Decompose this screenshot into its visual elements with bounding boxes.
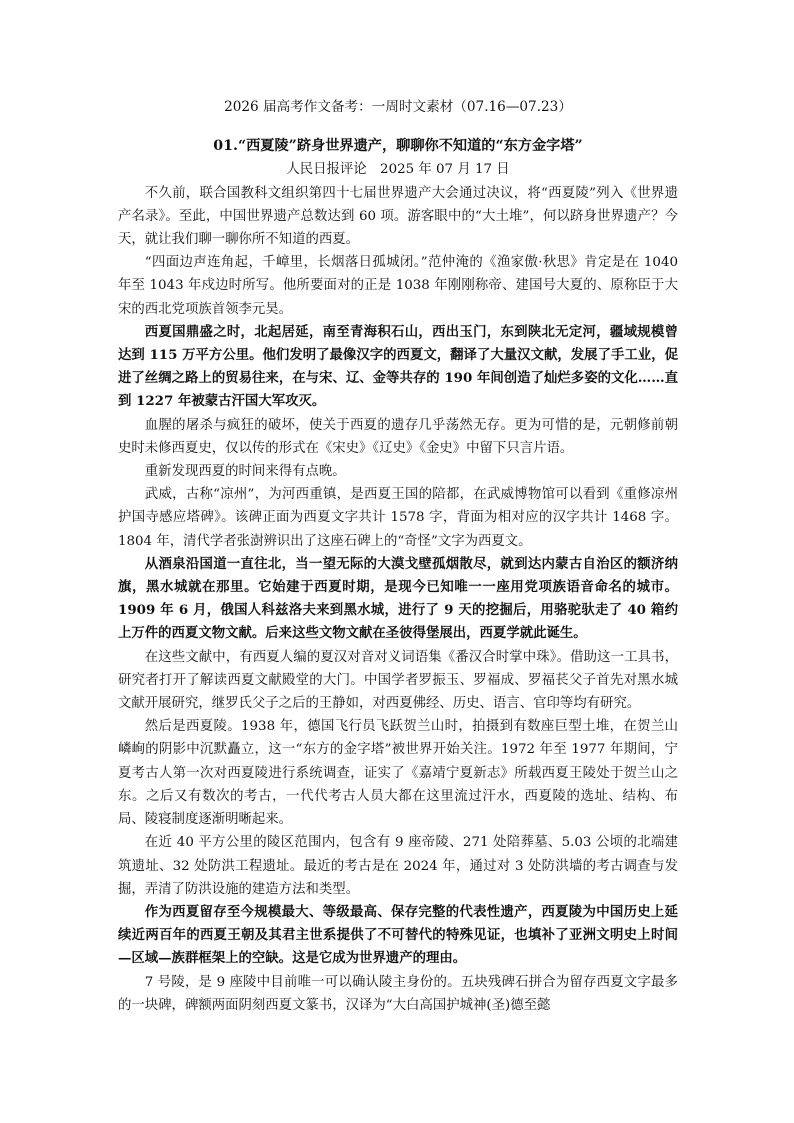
paragraph: 从酒泉沿国道一直往北，当一望无际的大漠戈壁孤烟散尽，就到达内蒙古自治区的额济纳旗，黑水城就在那里。它始建于西夏时期，是现今已知唯一一座用党项族语音命名的城市。1909 年 6 月，俄国人科兹洛夫来到黑水城，进行了 9 天的挖掘后，用骆驼驮走了 40 箱约上万件的西夏文物文献。后来这些文物文献在圣彼得堡展出，西夏学就此诞生。: [118, 555, 678, 642]
paragraph: 在这些文献中，有西夏人编的夏汉对音对义词语集《番汉合时掌中珠》。借助这一工具书，研究者打开了解读西夏文献殿堂的大门。中国学者罗振玉、罗福成、罗福苌父子首先对黑水城文献开展研究，继罗氏父子之后的王静如，对西夏佛经、历史、语言、官印等均有研究。: [118, 649, 678, 712]
paragraph: “四面边声连角起，千嶂里，长烟落日孤城闭。”范仲淹的《渔家傲·秋思》肯定是在 1040 年至 1043 年戍边时所写。他所要面对的正是 1038 年刚刚称帝、建国号大夏的、原称臣于大宋的西北党项族首领李元昊。: [118, 255, 678, 317]
paragraph: 血腥的屠杀与疯狂的破坏，使关于西夏的遗存几乎荡然无存。更为可惜的是，元朝修前朝史时未修西夏史，仅以传的形式在《宋史》《辽史》《金史》中留下只言片语。: [118, 417, 678, 456]
paragraph: 在近 40 平方公里的陵区范围内，包含有 9 座帝陵、271 处陪葬墓、5.03 公顷的北端建筑遗址、32 处防洪工程遗址。最近的考古是在 2024 年，通过对 3 处防洪墙的考古调查与发掘，弄清了防洪设施的建造方法和类型。: [118, 835, 678, 897]
paragraph: 然后是西夏陵。1938 年，德国飞行员飞跃贺兰山时，拍摄到有数座巨型土堆，在贺兰山嶙峋的阴影中沉默矗立，这一“东方的金字塔”被世界开始关注。1972 年至 1977 年期间，宁夏考古人第一次对西夏陵进行系统调查，证实了《嘉靖宁夏新志》所载西夏王陵处于贺兰山之东。之后又有数次的考古，一代代考古人员大都在这里流过汗水，西夏陵的选址、结构、布局、陵寝制度逐渐明晰起来。: [118, 719, 678, 828]
paragraph: 作为西夏留存至今规模最大、等级最高、保存完整的代表性遗产，西夏陵为中国历史上延续近两百年的西夏王朝及其君主世系提供了不可替代的特殊见证，也填补了亚洲文明史上时间—区域—族群框架上的空缺。这是它成为世界遗产的理由。: [118, 903, 678, 967]
article-body: [118, 182, 678, 1017]
document-page: [118, 96, 678, 1017]
article-source: 人民日报评论 2025 年 07 月 17 日: [286, 162, 510, 178]
paragraph: 7 号陵，是 9 座陵中目前唯一可以确认陵主身份的。五块残碑石拼合为留存西夏文字最多的一块碑，碑额两面阴刻西夏文篆书，汉译为“大白高国护城神(圣)德至懿: [118, 974, 678, 1013]
paragraph: 武威，古称“凉州”，为河西重镇，是西夏王国的陪都，在武威博物馆可以看到《重修凉州护国寺感应塔碑》。该碑正面为西夏文字共计 1578 字，背面为相对应的汉字共计 1468 字。1804 年，清代学者张澍辨识出了这座石碑上的“奇怪”文字为西夏文。: [118, 487, 678, 549]
document-title: 2026 届高考作文备考：一周时文素材（07.16—07.23）: [224, 99, 572, 115]
paragraph: 西夏国鼎盛之时，北起居延，南至青海积石山，西出玉门，东到陕北无定河，疆域规模曾达到 115 万平方公里。他们发明了最像汉字的西夏文，翻译了大量汉文献，发展了手工业，促进了丝绸之路上的贸易往来，在与宋、辽、金等共存的 190 年间创造了灿烂多姿的文化……直到 1227 年被蒙古汗国大军攻灭。: [118, 323, 678, 410]
paragraph: 重新发现西夏的时间来得有点晚。: [144, 464, 346, 480]
article-title: 01.“西夏陵”跻身世界遗产，聊聊你不知道的“东方金字塔”: [213, 138, 583, 155]
paragraph: 不久前，联合国教科文组织第四十七届世界遗产大会通过决议，将“西夏陵”列入《世界遗产名录》。至此，中国世界遗产总数达到 60 项。游客眼中的“大土堆”，何以跻身世界遗产？今天，就让我们聊一聊你所不知道的西夏。: [118, 185, 678, 248]
